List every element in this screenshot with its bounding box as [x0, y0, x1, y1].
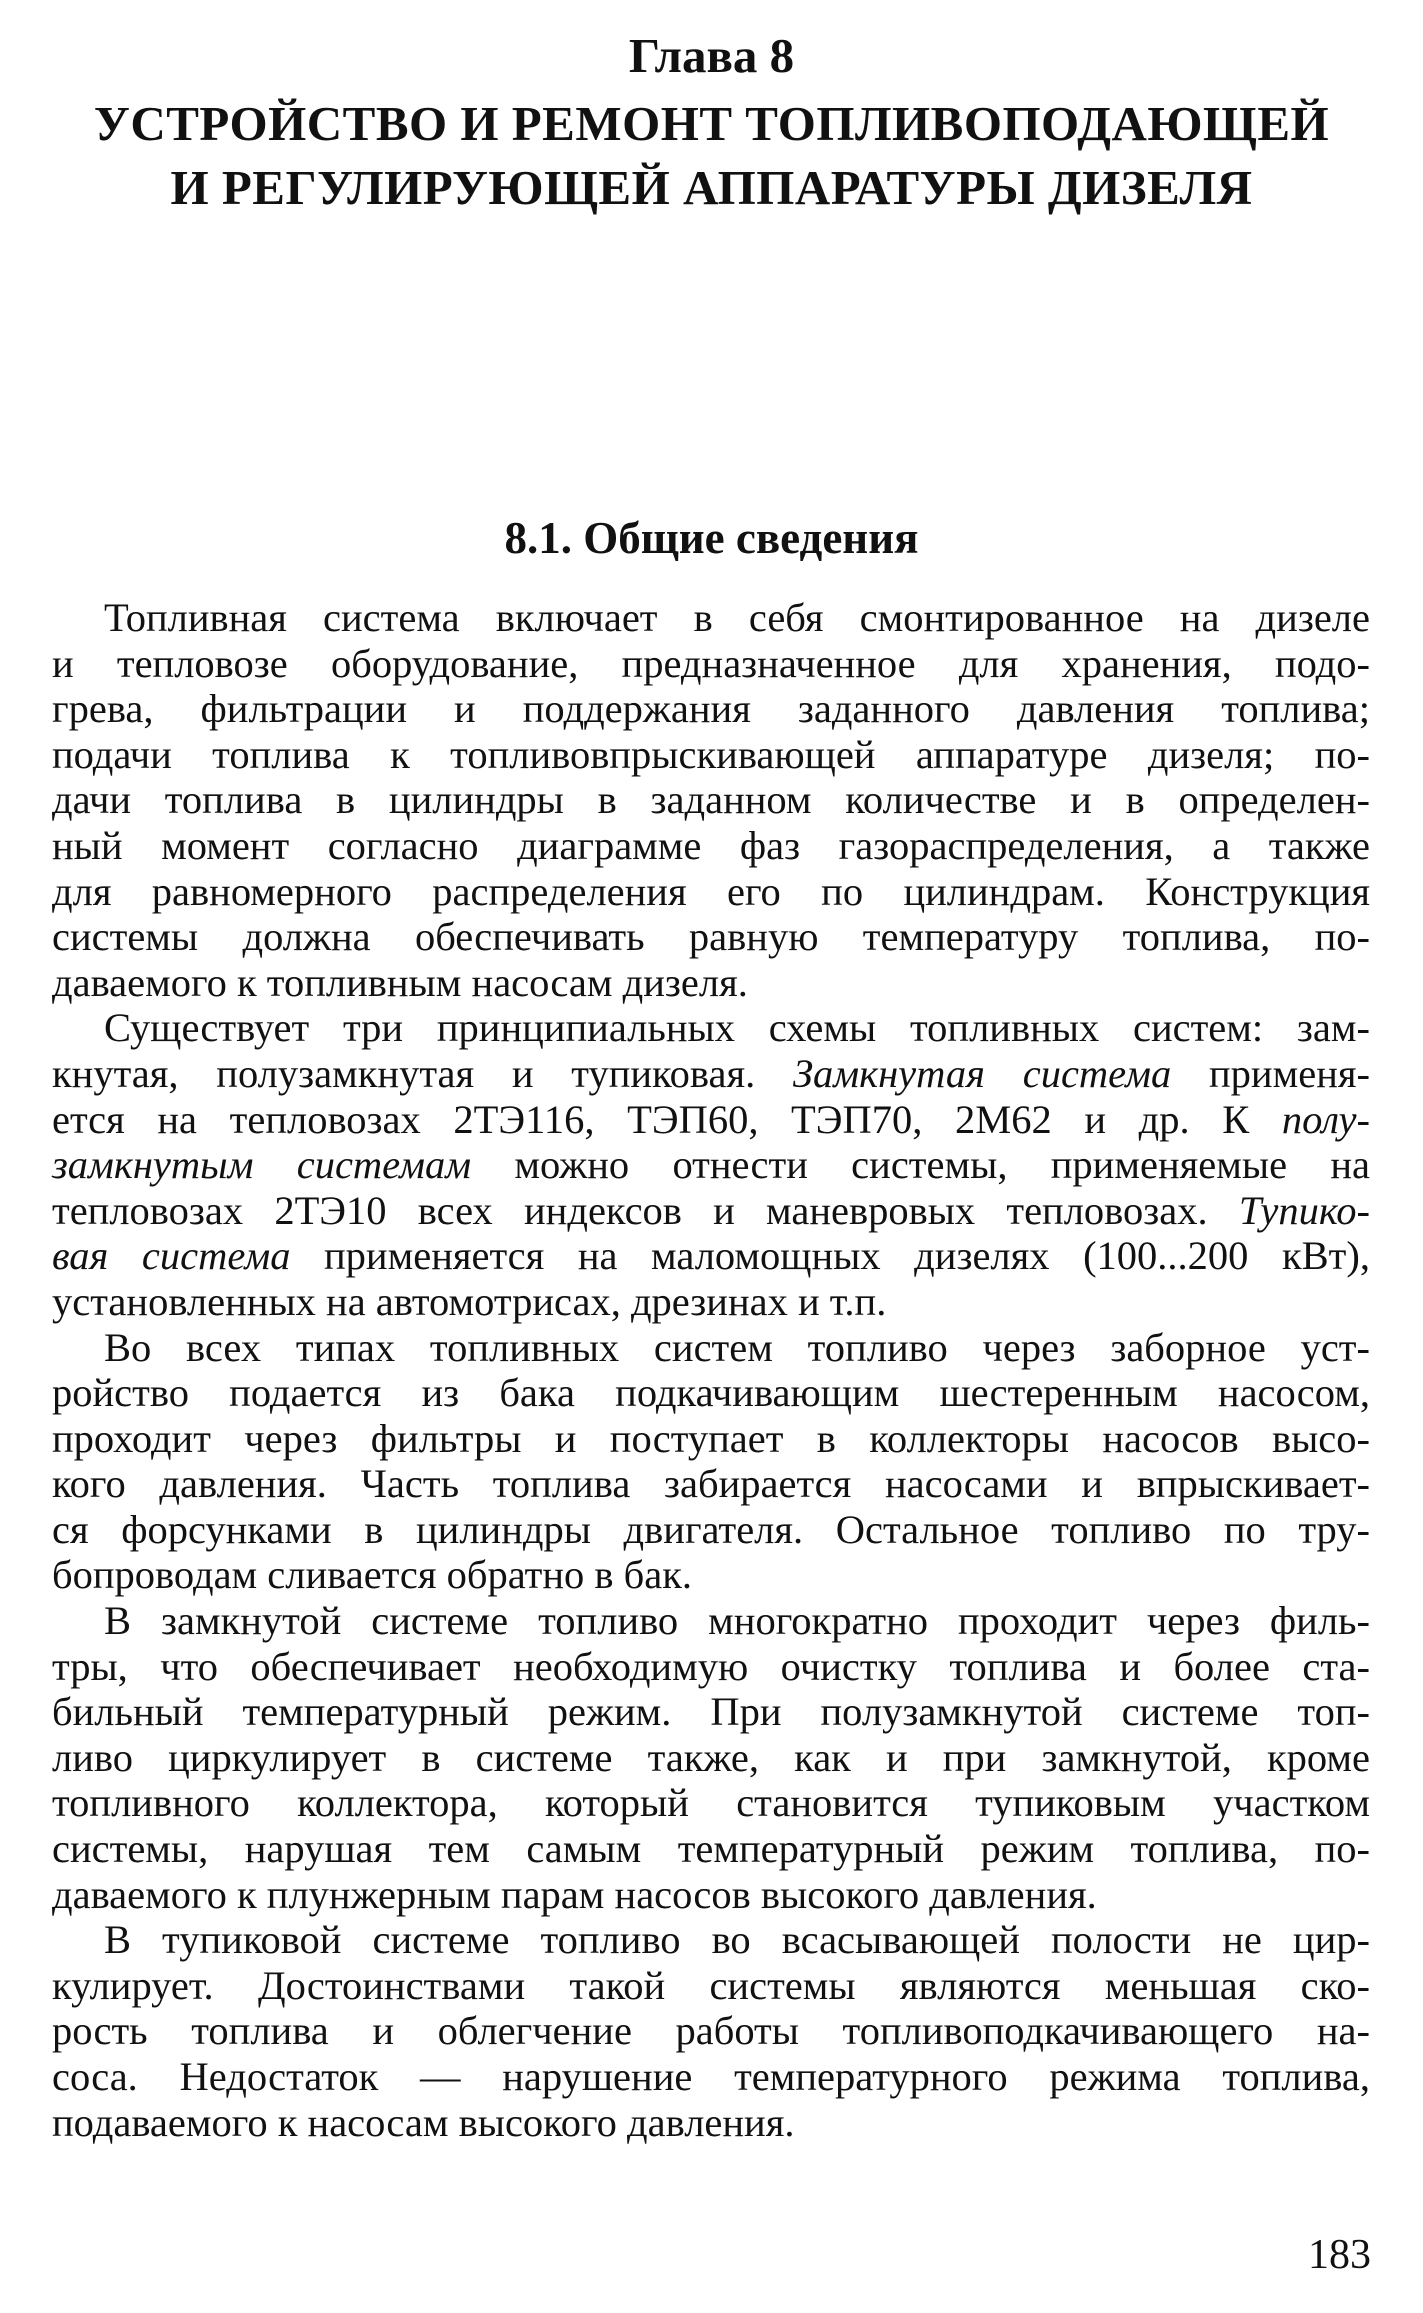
italic-term: замкнутым системам	[52, 1142, 472, 1188]
paragraph-line: системы должна обеспечивать равную температуру топлива, по-	[52, 914, 1370, 960]
paragraph-line: кого давления. Часть топлива забирается насосами и впрыскивает-	[52, 1461, 1370, 1507]
paragraph-5	[52, 1917, 1370, 2145]
text-run: ется на тепловозах 2ТЭ116, ТЭП60, ТЭП70, 2М62 и др. К	[52, 1096, 1282, 1142]
paragraph-line: бопроводам сливается обратно в бак.	[52, 1552, 693, 1598]
paragraph-1	[52, 595, 1370, 1005]
paragraph-4	[52, 1598, 1370, 1917]
section-title: 8.1. Общие сведения	[504, 513, 919, 563]
paragraph-line: даваемого к плунжерным парам насосов высокого давления.	[52, 1871, 1097, 1917]
italic-term: Замкнутая система	[793, 1050, 1172, 1096]
paragraph-line: ливо циркулирует в системе также, как и при замкнутой, кроме	[52, 1734, 1370, 1780]
paragraph-line: дачи топлива в цилиндры в заданном количестве и в определен-	[52, 777, 1370, 823]
paragraph-line: В замкнутой системе топливо многократно проходит через филь-	[104, 1598, 1370, 1644]
paragraph-line: В тупиковой системе топливо во всасывающей полости не цир-	[104, 1917, 1370, 1963]
paragraph-line: и тепловозе оборудование, предназначенное для хранения, подо-	[52, 640, 1370, 686]
paragraph-line: бильный температурный режим. При полузамкнутой системе топ-	[52, 1689, 1370, 1735]
paragraph-line: системы, нарушая тем самым температурный режим топлива, по-	[52, 1826, 1370, 1872]
text-run: можно отнести системы, применяемые на	[471, 1142, 1370, 1188]
text-run: применя-	[1171, 1050, 1370, 1096]
paragraph-line	[52, 1142, 1370, 1188]
paragraph-3	[52, 1325, 1370, 1599]
chapter-title-line-1: УСТРОЙСТВО И РЕМОНТ ТОПЛИВОПОДАЮЩЕЙ	[93, 96, 1330, 151]
paragraph-2	[52, 1005, 1370, 1324]
paragraph-line: топливного коллектора, который становится тупиковым участком	[52, 1780, 1370, 1826]
paragraph-line: Топливная система включает в себя смонтированное на дизеле	[104, 595, 1370, 640]
body-text	[52, 595, 1370, 2145]
paragraph-line: ройство подается из бака подкачивающим шестеренным насосом,	[52, 1370, 1370, 1416]
paragraph-line: даваемого к топливным насосам дизеля.	[52, 959, 748, 1005]
text-run: тепловозах 2ТЭ10 всех индексов и маневровых тепловозах.	[52, 1187, 1239, 1233]
paragraph-line	[52, 1233, 1370, 1279]
paragraph-line: кулирует. Достоинствами такой системы являются меньшая ско-	[52, 1962, 1370, 2008]
paragraph-line	[52, 1051, 1370, 1097]
paragraph-line: грева, фильтрации и поддержания заданного давления топлива;	[52, 686, 1370, 732]
paragraph-line: для равномерного распределения его по цилиндрам. Конструкция	[52, 868, 1370, 914]
paragraph-line: Существует три принципиальных схемы топливных систем: зам-	[104, 1005, 1370, 1051]
paragraph-line: ся форсунками в цилиндры двигателя. Остальное топливо по тру-	[52, 1506, 1370, 1552]
paragraph-line	[52, 1097, 1370, 1143]
text-run: применяется на маломощных дизелях (100...200 кВт),	[290, 1233, 1370, 1279]
paragraph-line	[52, 1188, 1370, 1234]
page-number: 183	[1308, 2232, 1371, 2278]
paragraph-line: тры, что обеспечивает необходимую очистку топлива и более ста-	[52, 1643, 1370, 1689]
chapter-title	[60, 92, 1363, 220]
chapter-title-line-2: И РЕГУЛИРУЮЩЕЙ АППАРАТУРЫ ДИЗЕЛЯ	[170, 160, 1253, 215]
italic-term: Тупико-	[1238, 1187, 1370, 1233]
paragraph-line: соса. Недостаток — нарушение температурного режима топлива,	[52, 2054, 1370, 2099]
paragraph-line: подаваемого к насосам высокого давления.	[52, 2099, 795, 2145]
paragraph-line: установленных на автомотрисах, дрезинах и т.п.	[52, 1278, 887, 1324]
paragraph-line: проходит через фильтры и поступает в коллекторы насосов высо-	[52, 1415, 1370, 1461]
text-run: кнутая, полузамкнутая и тупиковая.	[52, 1050, 793, 1096]
chapter-label: Глава 8	[628, 28, 795, 83]
paragraph-line: рость топлива и облегчение работы топливоподкачивающего на-	[52, 2008, 1370, 2054]
paragraph-line: подачи топлива к топливовпрыскивающей аппаратуре дизеля; по-	[52, 731, 1370, 777]
italic-term: вая система	[52, 1233, 291, 1279]
paragraph-line: ный момент согласно диаграмме фаз газораспределения, а также	[52, 822, 1370, 868]
italic-term: полу-	[1281, 1096, 1370, 1142]
paragraph-line: Во всех типах топливных систем топливо через заборное уст-	[104, 1324, 1370, 1370]
